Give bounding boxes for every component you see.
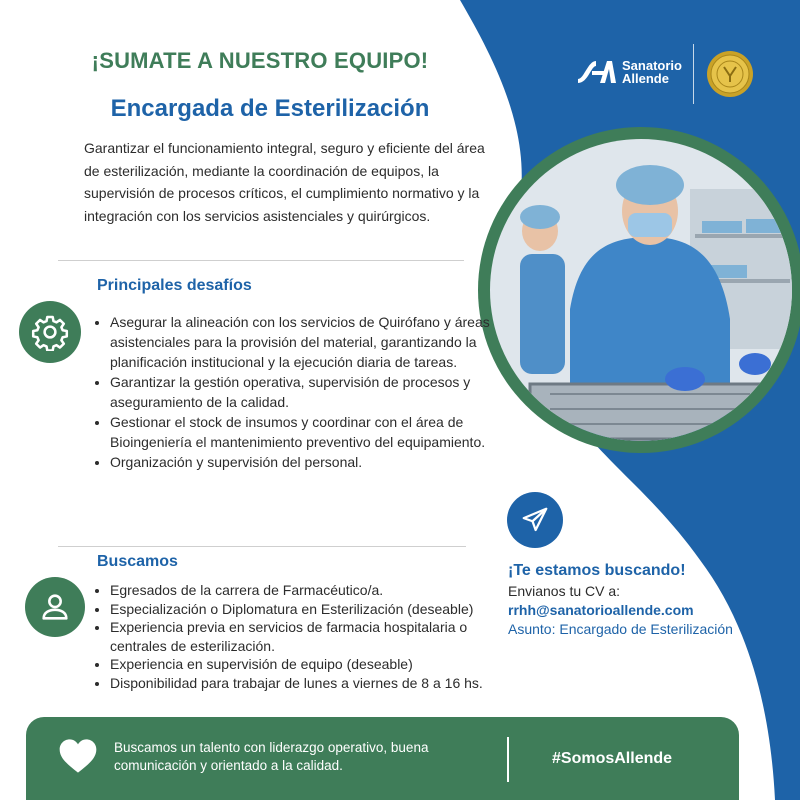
list-item: • Gestionar el stock de insumos y coordinar con el área de Bioingeniería el mantenimiento preventivo del equipamiento. xyxy=(110,412,500,452)
gold-seal-icon xyxy=(706,50,754,98)
person-icon xyxy=(38,590,72,624)
list-item: • Asegurar la alineación con los servicios de Quirófano y áreas asistenciales para la provisión del material, garantizando la planificación institucional y la ejecución diaria de tareas. xyxy=(110,312,500,372)
divider-seeking xyxy=(58,546,466,547)
challenges-icon-badge xyxy=(19,301,81,363)
list-item: • Garantizar la gestión operativa, supervisión de procesos y aseguramiento de la calidad. xyxy=(110,372,500,412)
headline: ¡SUMATE A NUESTRO EQUIPO! xyxy=(91,48,429,73)
footer-banner xyxy=(26,717,739,800)
list-item: • Organización y supervisión del personal. xyxy=(110,452,500,472)
sanatorio-logo xyxy=(574,57,682,87)
seeking-icon-badge xyxy=(25,577,85,637)
footer-divider xyxy=(507,737,509,782)
list-item: • Especialización o Diplomatura en Esterilización (deseable) xyxy=(110,600,494,619)
seeking-title: Buscamos xyxy=(97,553,178,570)
list-item: • Disponibilidad para trabajar de lunes a viernes de 8 a 16 hs. xyxy=(110,674,494,693)
sterilization-staff-illustration xyxy=(490,139,792,441)
contact-cv-line: Envianos tu CV a: xyxy=(508,583,621,599)
logo-divider xyxy=(693,44,694,104)
contact-block xyxy=(508,561,768,639)
logo-line-1: Sanatorio xyxy=(622,58,682,73)
gear-icon xyxy=(31,313,69,351)
send-icon xyxy=(520,505,550,535)
divider-challenges xyxy=(58,260,464,261)
send-icon-badge xyxy=(507,492,563,548)
list-item: • Egresados de la carrera de Farmacéutico/a. xyxy=(110,581,494,600)
contact-title: ¡Te estamos buscando! xyxy=(508,562,686,579)
sanatorio-allende-logo-icon xyxy=(574,57,618,87)
job-title: Encargada de Esterilización xyxy=(110,95,430,122)
list-item: • Experiencia en supervisión de equipo (deseable) xyxy=(110,655,494,674)
challenges-list xyxy=(92,312,500,472)
seeking-list xyxy=(92,581,494,693)
footer-text: Buscamos un talento con liderazgo operativo, buena comunicación y orientado a la calidad. xyxy=(114,740,429,773)
staff-photo xyxy=(478,127,800,453)
intro-text: Garantizar el funcionamiento integral, seguro y eficiente del área de esterilización, mediante la coordinación de equipos, la supervisión de procesos críticos, el cumplimiento normativo y la integración con los servicios asistenciales y quirúrgicos. xyxy=(84,140,485,224)
contact-subject: Asunto: Encargado de Esterilización xyxy=(508,621,733,637)
list-item: • Experiencia previa en servicios de farmacia hospitalaria o centrales de esterilización. xyxy=(110,618,494,655)
challenges-title: Principales desafíos xyxy=(97,277,252,294)
footer-hashtag: #SomosAllende xyxy=(552,750,673,767)
logo-line-2: Allende xyxy=(622,71,669,86)
contact-email[interactable]: rrhh@sanatorioallende.com xyxy=(508,602,694,618)
heart-icon xyxy=(58,737,98,775)
